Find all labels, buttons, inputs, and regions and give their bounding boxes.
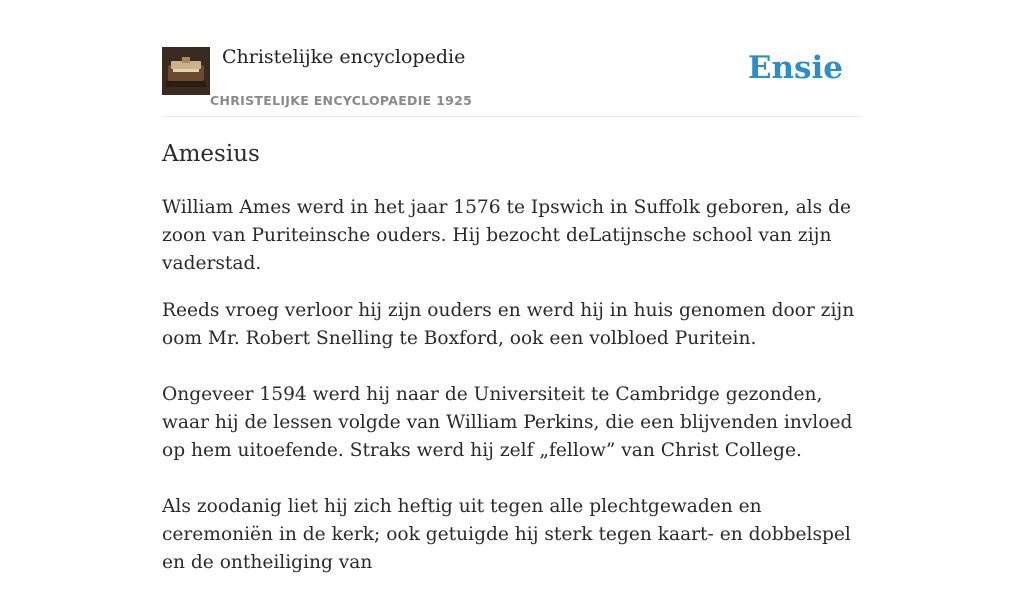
article-paragraph: William Ames werd in het jaar 1576 te Ipswich in Suffolk geboren, als de zoon van Puriteinsche ouders. Hij bezocht deLatijnsche school van zijn vaderstad. [162, 197, 851, 274]
site-title[interactable]: Christelijke encyclopedie [222, 46, 466, 68]
site-header [162, 46, 862, 117]
article [162, 138, 862, 596]
ensie-logo-link[interactable]: Ensie [747, 50, 843, 86]
encyclopedia-avatar[interactable] [162, 47, 210, 95]
article-paragraph: Reeds vroeg verloor hij zijn ouders en werd hij in huis genomen door zijn oom Mr. Robert Snelling te Boxford, ook een volbloed Puritein. Ongeveer 1594 werd hij naar de Universiteit te Cambridge gezonden, waar hij de lessen volgde van William Perkins, die een blijvenden invloed op hem uitoefende. Straks werd hij zelf „fellow” van Christ College. Als zoodanig liet hij zich heftig uit tegen alle plechtgewaden en ceremoniën in de kerk; ook getuigde hij sterk tegen kaart- en dobbelspel en de ontheiliging van [162, 300, 855, 573]
article-title: Amesius [162, 141, 260, 167]
book-image-icon [162, 47, 210, 95]
site-subtitle: CHRISTELIJKE ENCYCLOPAEDIE 1925 [210, 93, 473, 108]
